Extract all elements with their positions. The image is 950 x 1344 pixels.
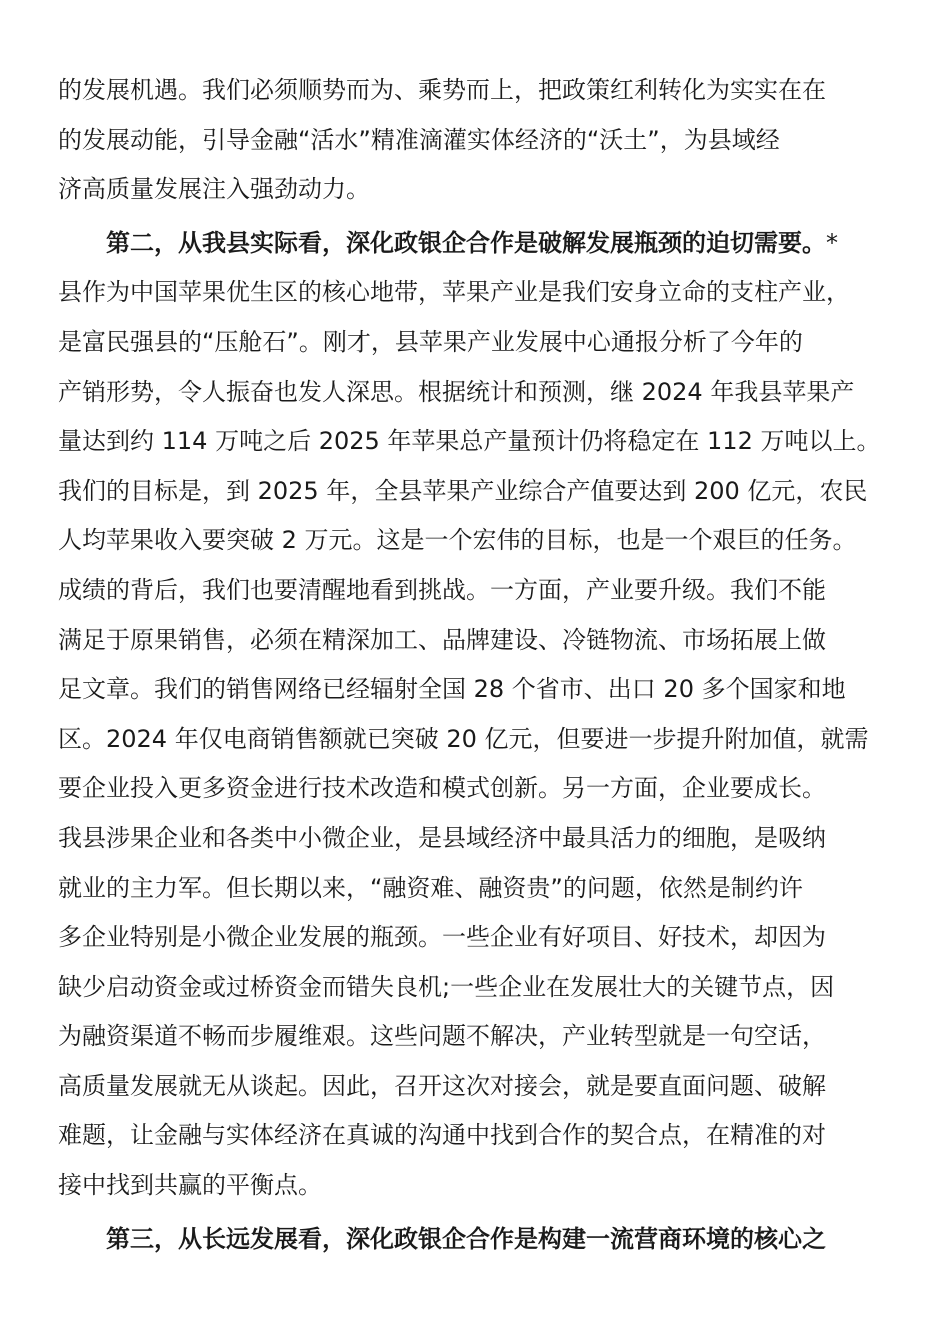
paragraph-2-line-16: 为融资渠道不畅而步履维艰。这些问题不解决，产业转型就是一句空话， [58, 1022, 826, 1051]
paragraph-2-line-8: 满足于原果销售，必须在精深加工、品牌建设、冷链物流、市场拓展上做 [58, 625, 826, 654]
document-body [58, 66, 898, 1264]
paragraph-2-line-14: 多企业特别是小微企业发展的瓶颈。一些企业有好项目、好技术，却因为 [58, 923, 826, 952]
paragraph-2-line-4: 量达到约 114 万吨之后 2025 年苹果总产量预计仍将稳定在 112 万吨以上。 [58, 427, 881, 456]
paragraph-2-line-1: 县作为中国苹果优生区的核心地带，苹果产业是我们安身立命的支柱产业， [58, 278, 850, 307]
paragraph-2-line-7: 成绩的背后，我们也要清醒地看到挑战。一方面，产业要升级。我们不能 [58, 575, 826, 604]
paragraph-2-heading-tail: * [826, 228, 838, 257]
paragraph-2-line-12: 我县涉果企业和各类中小微企业，是县域经济中最具活力的细胞，是吸纳 [58, 823, 826, 852]
paragraph-2-line-17: 高质量发展就无从谈起。因此，召开这次对接会，就是要直面问题、破解 [58, 1071, 826, 1100]
paragraph-2-line-10: 区。2024 年仅电商销售额就已突破 20 亿元，但要进一步提升附加值，就需 [58, 724, 869, 753]
paragraph-2-heading-line [58, 219, 898, 269]
paragraph-2-line-3: 产销形势，令人振奋也发人深思。根据统计和预测，继 2024 年我县苹果产 [58, 377, 855, 406]
paragraph-2-line-6: 人均苹果收入要突破 2 万元。这是一个宏伟的目标，也是一个艰巨的任务。 [58, 526, 857, 555]
paragraph-1-line-3: 济高质量发展注入强劲动力。 [58, 175, 370, 204]
paragraph-2-line-11: 要企业投入更多资金进行技术改造和模式创新。另一方面，企业要成长。 [58, 774, 826, 803]
paragraph-2-line-5: 我们的目标是，到 2025 年，全县苹果产业综合产值要达到 200 亿元，农民 [58, 476, 868, 505]
paragraph-2-heading: 第二，从我县实际看，深化政银企合作是破解发展瓶颈的迫切需要。 [106, 228, 826, 257]
paragraph-2-line-19: 接中找到共赢的平衡点。 [58, 1171, 322, 1200]
paragraph-1-line-1: 的发展机遇。我们必须顺势而为、乘势而上，把政策红利转化为实实在在 [58, 76, 826, 104]
paragraph-2-line-13: 就业的主力军。但长期以来，“融资难、融资贵”的问题，依然是制约许 [58, 873, 803, 902]
paragraph-1-line-2: 的发展动能，引导金融“活水”精准滴灌实体经济的“沃土”，为县域经 [58, 125, 780, 154]
paragraph-3-heading: 第三，从长远发展看，深化政银企合作是构建一流营商环境的核心之 [106, 1224, 826, 1253]
paragraph-2-line-18: 难题，让金融与实体经济在真诚的沟通中找到合作的契合点，在精准的对 [58, 1121, 826, 1150]
paragraph-2-line-2: 是富民强县的“压舱石”。刚才，县苹果产业发展中心通报分析了今年的 [58, 327, 803, 356]
paragraph-2-line-9: 足文章。我们的销售网络已经辐射全国 28 个省市、出口 20 多个国家和地 [58, 675, 846, 704]
paragraph-2-line-15: 缺少启动资金或过桥资金而错失良机;一些企业在发展壮大的关键节点，因 [58, 972, 835, 1001]
